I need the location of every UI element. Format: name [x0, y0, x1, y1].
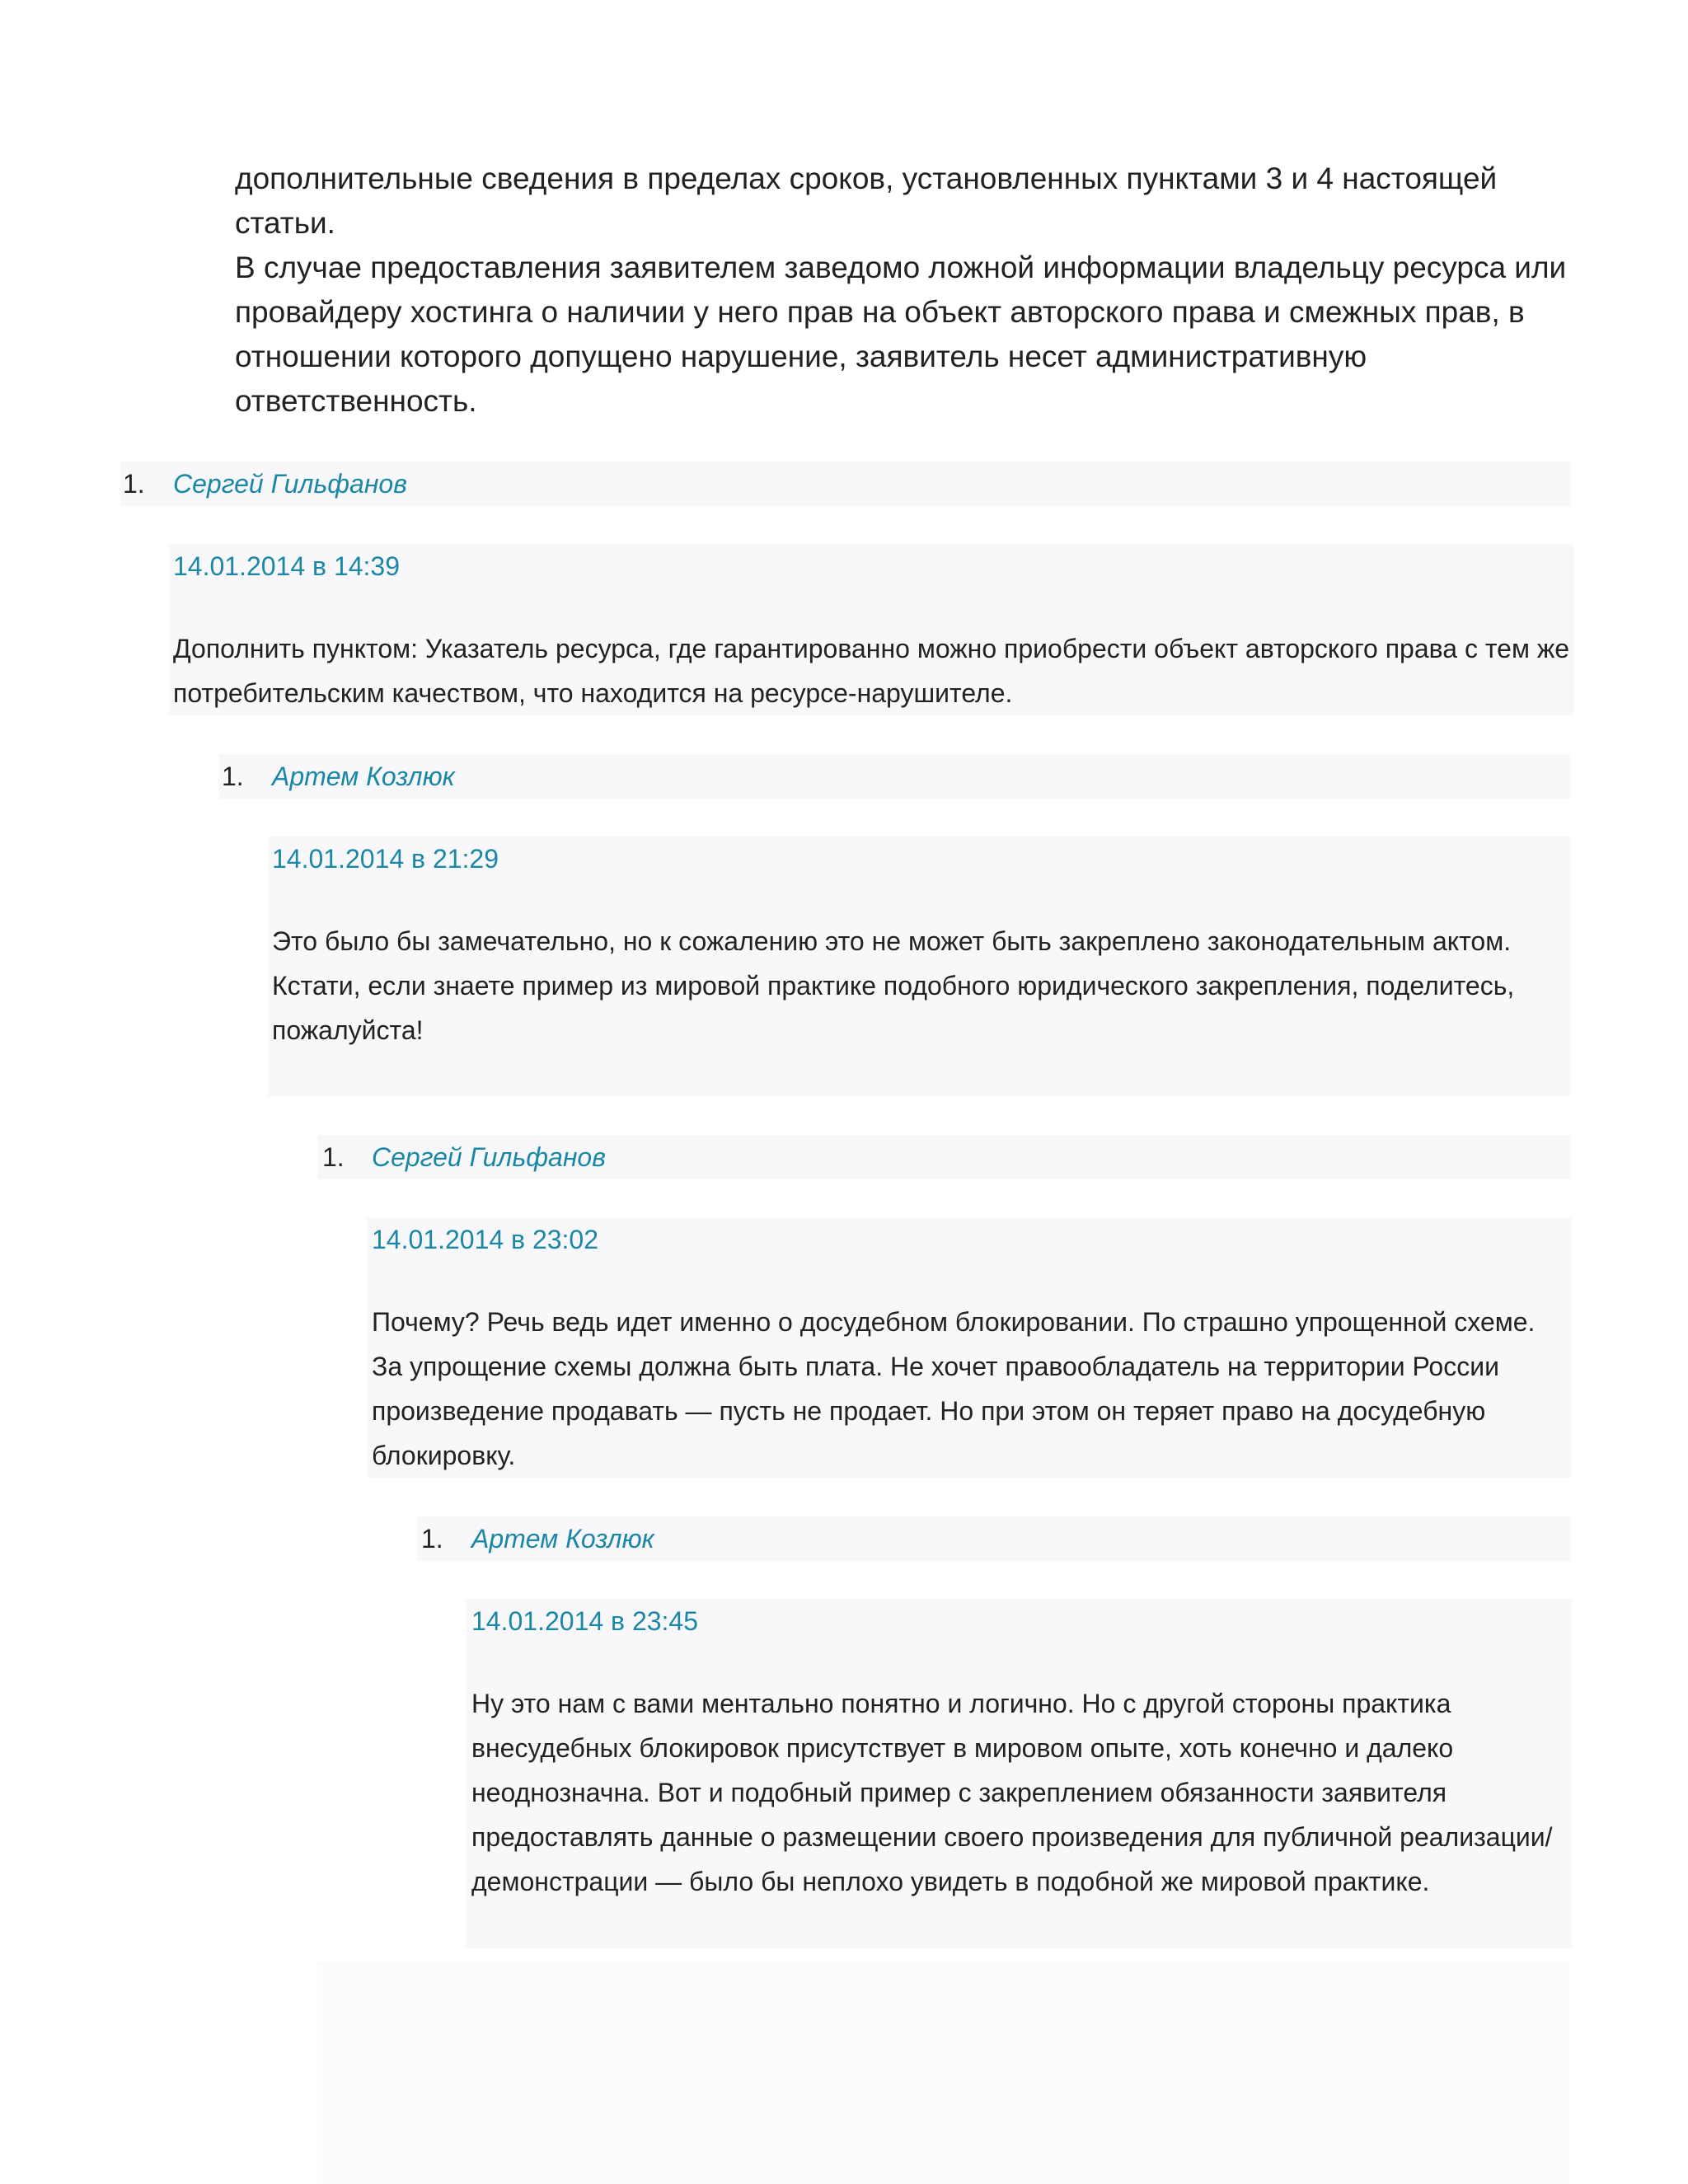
- comment-text: [173, 626, 1574, 715]
- comment-text: [471, 1681, 1572, 1904]
- comment-number: 1.: [222, 762, 244, 791]
- article-paragraph: В случае предоставления заявителем заведомо ложной информации владельцу ресурса или провайдеру хостинга о наличии у него прав на объект авторского права и смежных прав, в отношении которого допущено нарушение, заявитель несет административную ответственность.: [235, 251, 1567, 418]
- comment-paragraph: Дополнить пунктом: Указатель ресурса, где гарантированно можно приобрести объект авторского права с тем же потребительским качеством, что находится на ресурсе-нарушителе.: [173, 634, 1570, 708]
- comment-header: [416, 1516, 1570, 1561]
- comment-text: [372, 1300, 1571, 1478]
- comment-number: 1.: [421, 1524, 443, 1554]
- comment-number: 1.: [322, 1142, 345, 1172]
- comment-author-link[interactable]: Сергей Гильфанов: [173, 469, 407, 499]
- comment: [120, 462, 1570, 708]
- comment-text: [272, 919, 1570, 1052]
- comment-body: [466, 1599, 1572, 1948]
- thread-background: [317, 1961, 1570, 2184]
- comment-date-link[interactable]: 14.01.2014 в 14:39: [173, 551, 401, 581]
- comment-body: [268, 837, 1570, 1097]
- comment: [218, 754, 1570, 1045]
- comment-body: [169, 544, 1574, 715]
- comment-author-link[interactable]: Артем Козлюк: [272, 762, 455, 791]
- comment-paragraph: Ну это нам с вами ментально понятно и логично. Но с другой стороны практика внесудебных блокировок присутствует в мировом опыте, хоть конечно и далеко неоднозначна. Вот и подобный пример с закреплением обязанности заявителя предоставлять данные о размещении своего произведения для публичной реализации/демонстрации — было бы неплохо увидеть в подобной же мировой практике.: [471, 1689, 1553, 1896]
- article-paragraph: дополнительные сведения в пределах сроков, установленных пунктами 3 и 4 настоящей статьи.: [235, 162, 1498, 240]
- comment-header: [218, 754, 1570, 799]
- comment: [416, 1516, 1570, 1896]
- comment-date-link[interactable]: 14.01.2014 в 21:29: [272, 844, 499, 874]
- comment-date-link[interactable]: 14.01.2014 в 23:45: [471, 1606, 699, 1636]
- comment-number: 1.: [123, 469, 145, 499]
- comment-paragraph: Почему? Речь ведь идет именно о досудебном блокировании. По страшно упрощенной схеме. За упрощение схемы должна быть плата. Не хочет правообладатель на территории России произведение продавать — пусть не продает. Но при этом он теряет право на досудебную блокировку.: [372, 1307, 1536, 1470]
- comment: [317, 1135, 1570, 1470]
- comment-paragraph: Это было бы замечательно, но к сожалению это не может быть закреплено законодательным актом.: [272, 926, 1512, 956]
- comment-author-link[interactable]: Сергей Гильфанов: [372, 1142, 606, 1172]
- comment-body: [367, 1217, 1571, 1478]
- comment-date-link[interactable]: 14.01.2014 в 23:02: [372, 1225, 599, 1254]
- comment-paragraph: Кстати, если знаете пример из мировой практике подобного юридического закрепления, поделитесь, пожалуйста!: [272, 971, 1515, 1045]
- comment-header: [317, 1135, 1570, 1179]
- comment-author-link[interactable]: Артем Козлюк: [471, 1524, 654, 1554]
- article-text: [235, 157, 1578, 424]
- comment-header: [120, 462, 1570, 506]
